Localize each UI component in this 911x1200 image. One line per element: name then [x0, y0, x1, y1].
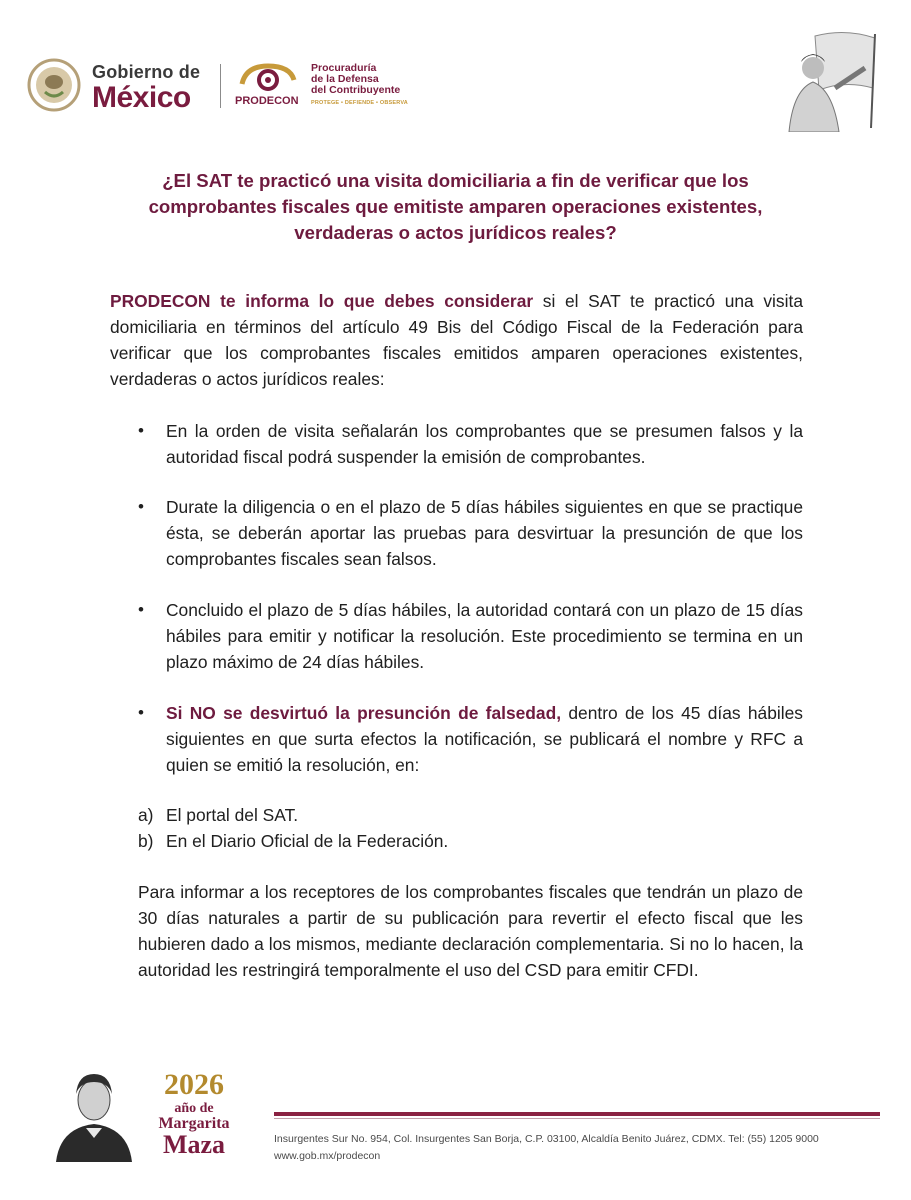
list-item [138, 802, 803, 828]
agency-abbr: PRODECON [235, 95, 299, 107]
agency-name-line1: Procuraduría [311, 62, 377, 74]
intro-highlight: PRODECON te informa lo que debes considerar [110, 291, 534, 311]
bullet-icon: • [138, 703, 144, 722]
header-divider [220, 64, 221, 108]
year-badge [149, 1070, 239, 1158]
intro-paragraph [110, 288, 803, 392]
footer-divider-thin [274, 1118, 880, 1119]
year-name1: Margarita [158, 1115, 230, 1132]
list-letter: b) [138, 831, 154, 851]
bullet-text [166, 700, 803, 778]
page-title: ¿El SAT te practicó una visita domiciliaria a fin de verificar que los comprobantes fiscales que emitiste amparen operaciones existentes, verdaderas o actos jurídicos reales? [148, 170, 763, 243]
agency-name-line3: del Contribuyente [311, 84, 401, 96]
list-item [138, 700, 803, 778]
year-name2: Maza [162, 1130, 226, 1159]
bullet-icon: • [138, 497, 144, 516]
footer-divider [274, 1112, 880, 1116]
list-item [138, 418, 803, 470]
heroine-flag-illustration-icon [775, 28, 883, 132]
bullet-icon: • [138, 421, 144, 440]
bullet-icon: • [138, 600, 144, 619]
national-seal-icon [27, 58, 81, 112]
agency-name [311, 63, 400, 96]
list-text: El portal del SAT. [166, 805, 299, 825]
footer-url[interactable]: www.gob.mx/prodecon [274, 1150, 381, 1162]
closing-paragraph: Para informar a los receptores de los comprobantes fiscales que tendrán un plazo de 30 días naturales a partir de su publicación para revertir el efecto fiscal que les hubieren dado a los mismos, mediante declaración complementaria. Si no lo hacen, la autoridad les restringirá temporalmente el uso del CSD para emitir CFDI. [138, 882, 803, 980]
prodecon-logo-icon [236, 62, 300, 94]
bullet-text: Concluido el plazo de 5 días hábiles, la autoridad contará con un plazo de 15 días hábiles para emitir y notificar la resolución. Este procedimiento se termina en un plazo máximo de 24 días hábiles. [166, 600, 803, 672]
bullet-highlight: Si NO se desvirtuó la presunción de falsedad, [166, 703, 562, 723]
gov-line2: México [92, 81, 191, 114]
margarita-maza-portrait-icon [46, 1066, 142, 1162]
list-item [138, 828, 803, 854]
agency-name-line2: de la Defensa [311, 73, 379, 85]
bullet-text: En la orden de visita señalarán los comprobantes que se presumen falsos y la autoridad fiscal podrá suspender la emisión de comprobantes. [166, 421, 803, 467]
list-letter: a) [138, 805, 154, 825]
list-item [138, 494, 803, 572]
footer-address: Insurgentes Sur No. 954, Col. Insurgentes San Borja, C.P. 03100, Alcaldía Benito Juárez, CDMX. Tel: (55) 1205 9000 [274, 1133, 819, 1145]
list-item [138, 597, 803, 675]
government-logo [92, 63, 200, 113]
year-number: 2026 [164, 1068, 224, 1101]
intro-text: si el SAT te practicó una visita domiciliaria en términos del artículo 49 Bis del Código Fiscal de la Federación para verificar que los comprobantes fiscales emitidos amparen operaciones existentes, verdaderas o actos jurídicos reales: [110, 291, 803, 389]
gov-line1: Gobierno de [92, 62, 201, 82]
bullet-text: Durate la diligencia o en el plazo de 5 días hábiles siguientes en que se practique ésta, se deberán aportar las pruebas para desvirtuar la presunción de que los comprobantes fiscales sean falsos. [166, 497, 803, 569]
year-sub: año de [174, 1101, 214, 1116]
header [0, 0, 911, 140]
list-text: En el Diario Oficial de la Federación. [166, 831, 449, 851]
agency-tagline: PROTEGE • DEFIENDE • OBSERVA [311, 100, 408, 106]
bullet-text-rest: dentro de los 45 días hábiles siguientes en que surta efectos la notificación, se publicará el nombre y RFC a quien se emitió la resolución, en: [166, 703, 803, 775]
